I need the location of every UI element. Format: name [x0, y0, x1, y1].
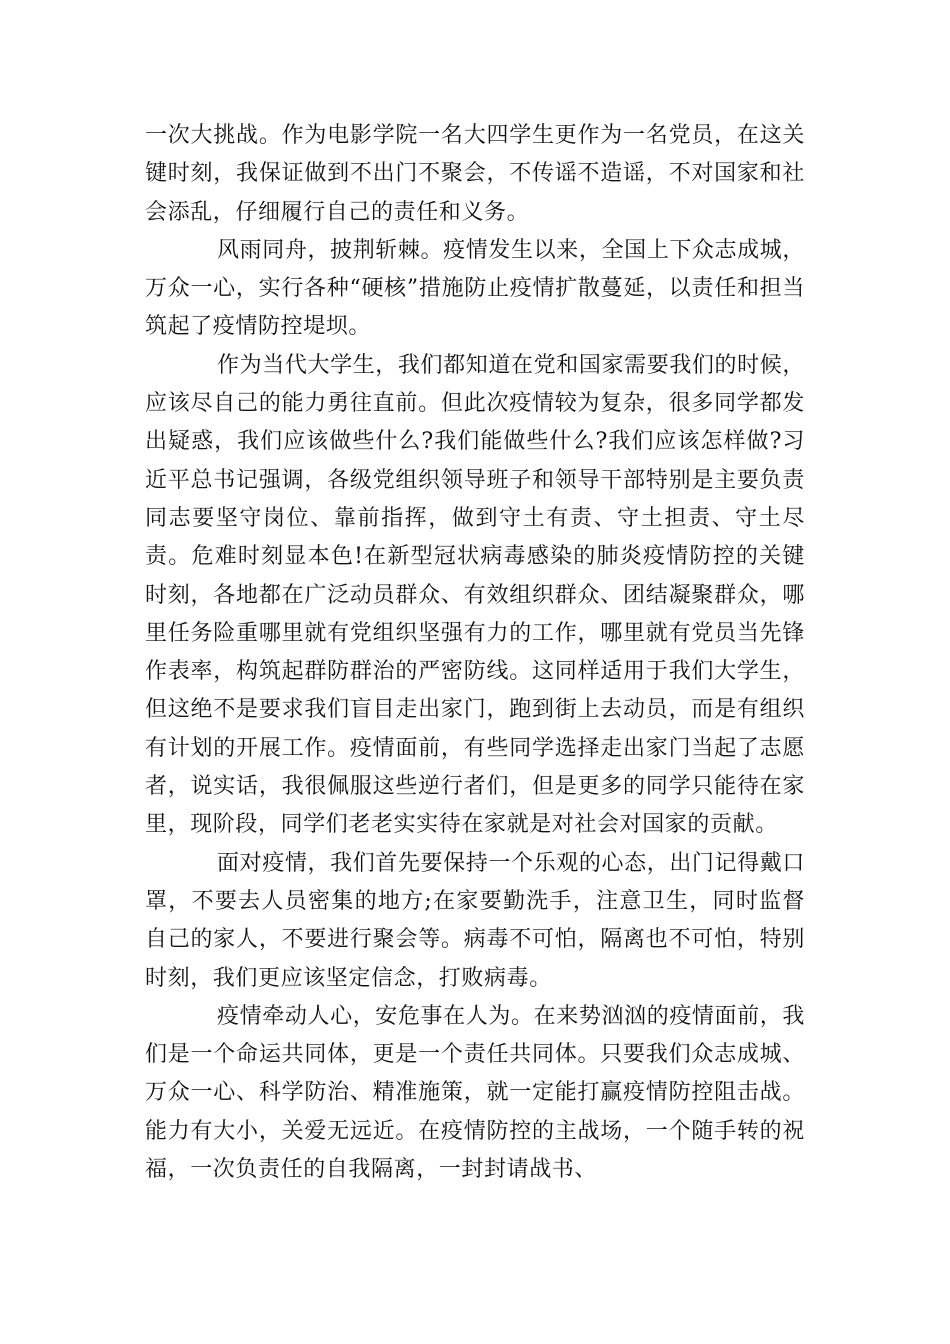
- paragraph-4: 面对疫情，我们首先要保持一个乐观的心态，出门记得戴口罩，不要去人员密集的地方;在家要勤洗手，注意卫生，同时监督自己的家人，不要进行聚会等。病毒不可怕，隔离也不可怕，特别时刻，我们更应该坚定信念，打败病毒。: [145, 850, 805, 991]
- document-body: [145, 117, 805, 1189]
- paragraph-3: 作为当代大学生，我们都知道在党和国家需要我们的时候，应该尽自己的能力勇往直前。但此次疫情较为复杂，很多同学都发出疑惑，我们应该做些什么?我们能做些什么?我们应该怎样做?习近平总书记强调，各级党组织领导班子和领导干部特别是主要负责同志要坚守岗位、靠前指挥，做到守土有责、守土担责、守土尽责。危难时刻显本色!在新型冠状病毒感染的肺炎疫情防控的关键时刻，各地都在广泛动员群众、有效组织群众、团结凝聚群众，哪里任务险重哪里就有党组织坚强有力的工作，哪里就有党员当先锋作表率，构筑起群防群治的严密防线。这同样适用于我们大学生，但这绝不是要求我们盲目走出家门，跑到街上去动员，而是有组织有计划的开展工作。疫情面前，有些同学选择走出家门当起了志愿者，说实话，我很佩服这些逆行者们，但是更多的同学只能待在家里，现阶段，同学们老老实实待在家就是对社会对国家的贡献。: [145, 352, 805, 838]
- paragraph-5: 疫情牵动人心，安危事在人为。在来势汹汹的疫情面前，我们是一个命运共同体，更是一个责任共同体。只要我们众志成城、万众一心、科学防治、精准施策，就一定能打赢疫情防控阻击战。能力有大小，关爱无远近。在疫情防控的主战场，一个随手转的祝福，一次负责任的自我隔离，一封封请战书、: [145, 1003, 805, 1183]
- paragraph-2: 风雨同舟，披荆斩棘。疫情发生以来，全国上下众志成城，万众一心，实行各种“硬核”措施防止疫情扩散蔓延，以责任和担当筑起了疫情防控堤坝。: [145, 237, 805, 340]
- paragraph-1: 一次大挑战。作为电影学院一名大四学生更作为一名党员，在这关键时刻，我保证做到不出门不聚会，不传谣不造谣，不对国家和社会添乱，仔细履行自己的责任和义务。: [145, 123, 805, 225]
